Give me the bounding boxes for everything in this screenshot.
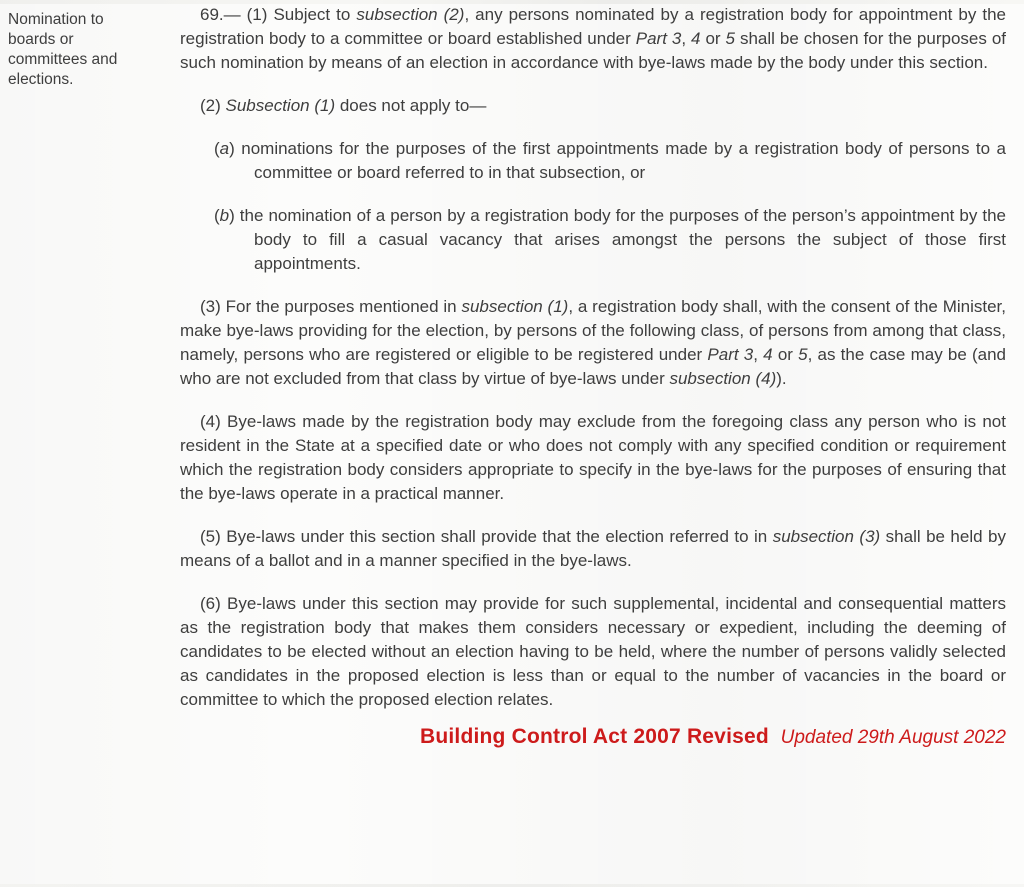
sub-item: (b) the nomination of a person by a registration body for the purposes of the person’s appointment by the body to fill a casual vacancy that arises amongst the persons the subject of those first appointments. <box>214 206 1006 273</box>
footer <box>180 725 1006 750</box>
paragraph: (2) Subsection (1) does not apply to— <box>200 96 487 115</box>
paragraph: (6) Bye-laws under this section may provide for such supplemental, incidental and consequential matters as the registration body that makes them considers necessary or expedient, including the deeming of candidates to be elected without an election having to be held, where the number of persons validly selected as candidates in the proposed election is less than or equal to the number of vacancies in the board or committee to which the proposed election relates. <box>180 594 1006 709</box>
paragraph: (3) For the purposes mentioned in subsection (1), a registration body shall, with the consent of the Minister, make bye-laws providing for the election, by persons of the following class, of persons from among that class, namely, persons who are registered or eligible to be registered under Part 3, 4 or 5, as the case may be (and who are not excluded from that class by virtue of bye-laws under subsection (4)). <box>180 297 1007 388</box>
paragraph: (4) Bye-laws made by the registration body may exclude from the foregoing class any person who is not resident in the State at a specified date or who does not comply with any specified condition or requirement which the registration body considers appropriate to specify in the bye-laws for the purposes of ensuring that the bye-laws operate in a practical manner. <box>180 412 1006 503</box>
margin-note-line: elections. <box>8 71 74 88</box>
footer-title: Building Control Act 2007 Revised <box>420 725 769 748</box>
sub-item: (a) nominations for the purposes of the first appointments made by a registration body of persons to a committee or board referred to in that subsection, or <box>214 139 1006 182</box>
margin-note <box>8 10 158 90</box>
paragraph: 69.— (1) Subject to subsection (2), any persons nominated by a registration body for appointment by the registration body to a committee or board established under Part 3, 4 or 5 shall be chosen for the purposes of such nomination by means of an election in accordance with bye-laws made by the body under this section. <box>180 5 1006 72</box>
margin-note-line: Nomination to <box>8 11 104 28</box>
margin-note-line: committees and <box>8 51 118 68</box>
section-body <box>180 3 1006 750</box>
paragraph: (5) Bye-laws under this section shall provide that the election referred to in subsection (3) shall be held by means of a ballot and in a manner specified in the bye-laws. <box>180 527 1006 570</box>
paragraphs <box>180 3 1006 712</box>
margin-note-line: boards or <box>8 31 74 48</box>
footer-updated-date: Updated 29th August 2022 <box>780 727 1006 748</box>
